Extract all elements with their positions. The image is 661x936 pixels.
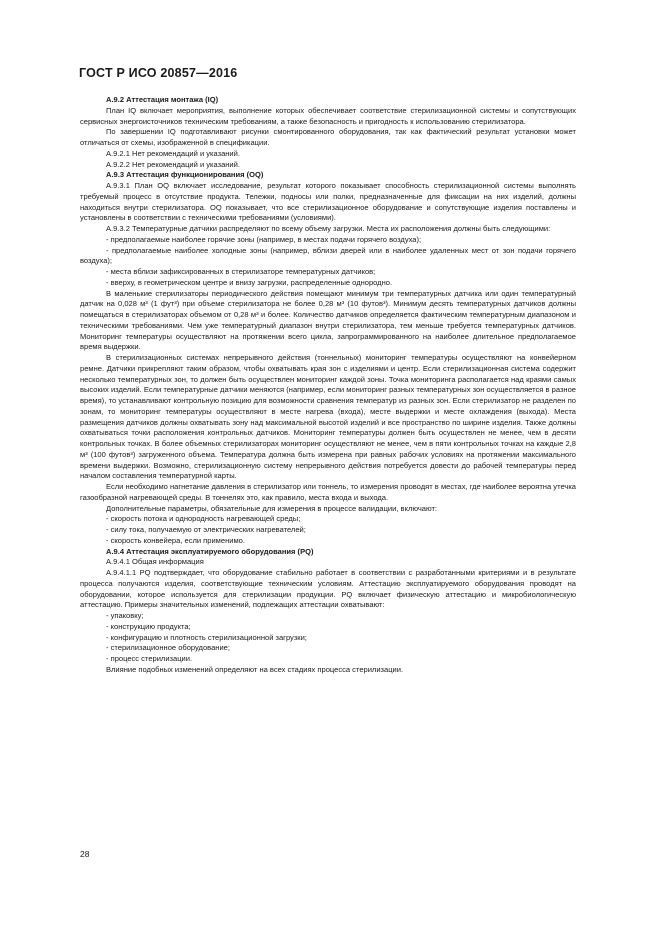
list-item: - стерилизационное оборудование;: [106, 643, 230, 653]
list-item: - конструкцию продукта;: [106, 621, 191, 631]
paragraph: В стерилизационных системах непрерывного действия (тоннельных) мониторинг температуры осуществляют на конвейерном ремне. Датчики прикрепляют таким образом, чтобы охватывать края зон с изделиями и центр. Если стерилизационная система содержит несколько температурных зон, то должен быть осуществлен мониторинг каждой зоны. Точка мониторинга располагается над краями самых высоких изделий. Если температурные датчики меняются (например, если мониторинг разных температурных зон осуществляется в разное время), то устанавливают контрольную позицию для возможности сравнения температур из разных зон. Если стерилизатор не разделен по зонам, то мониторинг температуры осуществляют в месте нагрева (входа), месте выдержки и месте охлаждения (выхода). Места размещения датчиков должны охватывать зону над максимальной высотой изделий и все пространство по ширине изделия. Также должны охватываться точки расположения контрольных датчиков. Мониторинг температуры должен быть осуществлен не менее, чем в десяти контрольных точках. В более объемных стерилизаторах мониторинг осуществляют не менее, чем в пяти контрольных точках на каждые 2,8 м³ (100 футов³) загруженного объема. Температура должна быть измерена при равных рабочих условиях на протяжении максимального времени выдержки. Возможно, стерилизационную систему непрерывного действия потребуется довести до рабочей температуры перед началом составления температурной карты.: [80, 353, 576, 481]
list-item: - предполагаемые наиболее горячие зоны (например, в местах подачи горячего воздуха);: [106, 234, 422, 244]
list-item: - процесс стерилизации.: [106, 654, 193, 663]
paragraph: А.9.3.2 Температурные датчики распределяют по всему объему загрузки. Места их расположения должны быть следующими:: [106, 224, 551, 233]
list-item: - скорость конвейера, если применимо.: [106, 535, 245, 545]
list-item: - скорость потока и однородность нагревающей среды;: [106, 514, 301, 524]
paragraph: В маленькие стерилизаторы периодического действия помещают минимум три температурных датчика или один температурный датчик на 0,028 м³ (1 фут³) при объеме стерилизатора не более 0,28 м³ (10 футов³). Минимум десять температурных датчиков должны помещаться в стерилизаторах объемом от 0,28 м³ и более. Количество датчиков определяется фактическим температурным диапазоном и техническими требованиями. Чем уже температурный диапазон внутри стерилизатора, тем меньше требуется температурных датчиков. Мониторинг температуры осуществляют на протяжении всего цикла, запрограммированного на наиболее длительное предполагаемое время выдержки.: [80, 288, 576, 352]
paragraph: Если необходимо нагнетание давления в стерилизатор или тоннель, то измерения проводят в местах, где наиболее вероятна утечка газообразной нагревающей среды. В тоннелях это, как правило, места входа и выхода.: [80, 482, 576, 502]
section-heading: А.9.2 Аттестация монтажа (IQ): [106, 95, 219, 104]
paragraph: А.9.4.1 Общая информация: [106, 557, 204, 567]
paragraph: План IQ включает мероприятия, выполнение которых обеспечивает соответствие стерилизационной системы и сопутствующих сервисных энергоисточников техническим требованиям, а также безопасность и пригодность к использованию стерилизатора.: [80, 105, 576, 126]
paragraph: А.9.2.2 Нет рекомендаций и указаний.: [106, 159, 240, 169]
document-body: [80, 95, 576, 676]
section-heading: А.9.4 Аттестация эксплуатируемого оборудования (PQ): [106, 546, 314, 556]
paragraph: Дополнительные параметры, обязательные для измерения в процессе валидации, включают:: [106, 503, 438, 513]
document-header: ГОСТ Р ИСО 20857—2016: [79, 66, 238, 80]
page-number: 28: [80, 849, 90, 859]
list-item: - места вблизи зафиксированных в стерилизаторе температурных датчиков;: [106, 267, 376, 276]
paragraph: По завершении IQ подготавливают рисунки смонтированного оборудования, так как фактический результат установки может отличаться от схемы, изображенной в спецификации.: [80, 127, 576, 147]
paragraph: А.9.3.1 План OQ включает исследование, результат которого показывает способность стерилизационной системы выполнять требуемый процесс в отсутствие продукта. Тележки, подносы или полки, предназначенные для фиксации на них изделий, должны находиться внутри стерилизатора. OQ показывает, что все стерилизационное оборудование и сопутствующие изделия поставлены и установлены в соответствии с техническими требованиями (условиями).: [80, 181, 576, 223]
section-heading: А.9.3 Аттестация функционирования (OQ): [106, 170, 264, 180]
paragraph: А.9.4.1.1 PQ подтверждает, что оборудование стабильно работает в соответствии с разработанными критериями и в результате процесса получаются изделия, соответствующие техническим условиям. Аттестацию эксплуатируемого оборудования проводят на оборудовании, которое используется для стерилизации продукции. PQ включает физическую аттестацию и микробиологическую аттестацию. Примеры значительных изменений, подлежащих аттестации охватывают:: [80, 568, 576, 610]
list-item: - вверху, в геометрическом центре и внизу загрузки, распределенные однородно.: [106, 277, 393, 287]
list-item: - конфигурацию и плотность стерилизационной загрузки;: [106, 632, 307, 642]
list-item: - упаковку;: [106, 611, 144, 620]
list-item: - предполагаемые наиболее холодные зоны (например, вблизи дверей или в наиболее удаленных мест от зон подачи горячего воздуха);: [80, 245, 576, 266]
paragraph: Влияние подобных изменений определяют на всех стадиях процесса стерилизации.: [106, 664, 404, 674]
paragraph: А.9.2.1 Нет рекомендаций и указаний.: [106, 148, 240, 158]
list-item: - силу тока, получаемую от электрических нагревателей;: [106, 525, 306, 534]
